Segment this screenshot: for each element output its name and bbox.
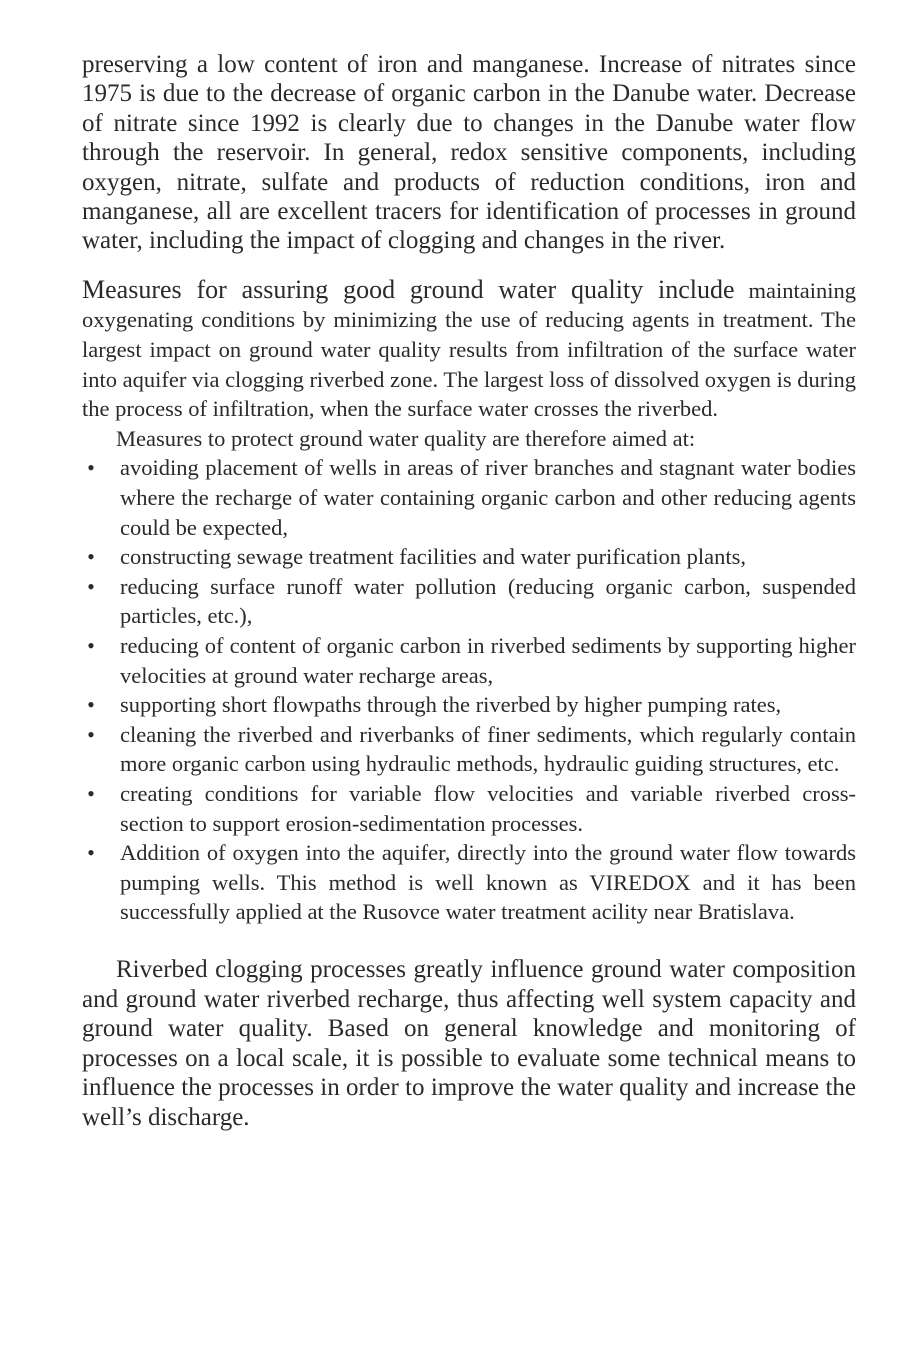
list-item-text: creating conditions for variable flow velocities and variable riverbed cross-section to support erosion-sedimentation processes. [120,780,856,836]
list-item-text: avoiding placement of wells in areas of river branches and stagnant water bodies where the recharge of water containing organic carbon and other reducing agents could be expected, [120,455,856,540]
bullet-icon: • [87,721,95,747]
list-item [82,690,856,720]
bullet-icon: • [87,544,95,570]
paragraph-redox-tracers: preserving a low content of iron and manganese. Increase of nitrates since 1975 is due to the decrease of organic carbon in the Danube water. Decrease of nitrate since 1992 is clearly due to changes in the Danube water flow through the reservoir. In general, redox sensitive components, including oxygen, nitrate, sulfate and products of reduction conditions, iron and manganese, all are excellent tracers for identification of processes in ground water, including the impact of clogging and changes in the river. [82,51,856,255]
bullet-icon: • [87,632,95,658]
list-item-text: cleaning the riverbed and riverbanks of finer sediments, which regularly contain more organic carbon using hydraulic methods, hydraulic guiding structures, etc. [120,721,856,777]
document-page [82,50,856,1132]
measures-intro: Measures to protect ground water quality are therefore aimed at: [116,425,696,451]
list-item [82,838,856,927]
list-item-text: constructing sewage treatment facilities and water purification plants, [120,544,747,570]
bullet-icon: • [87,780,95,806]
bullet-icon: • [87,455,95,481]
list-item [82,542,856,572]
paragraph-lead-text: Measures for assuring good ground water quality include [82,274,735,304]
paragraph-measures-oxygenating [82,275,856,424]
bullet-icon: • [87,573,95,599]
list-item [82,779,856,838]
paragraph-riverbed-clogging: Riverbed clogging processes greatly influence ground water composition and ground water riverbed recharge, thus affecting well system capacity and ground water quality. Based on general knowledge and monitoring of processes on a local scale, it is possible to evaluate some technical means to influence the processes in order to improve the water quality and increase the well’s discharge. [82,955,856,1131]
paragraph-body-text: maintaining oxygenating conditions by minimizing the use of reducing agents in treatment. The largest impact on ground water quality results from infiltration of the surface water into aquifer via clogging riverbed zone. The largest loss of dissolved oxygen is during the process of infiltration, when the surface water crosses the riverbed. [82,277,857,422]
bullet-icon: • [87,840,95,866]
list-item-text: supporting short flowpaths through the riverbed by higher pumping rates, [120,692,782,718]
list-item [82,572,856,631]
bullet-icon: • [87,692,95,718]
list-item-text: Addition of oxygen into the aquifer, directly into the ground water flow towards pumping wells. This method is well known as VIREDOX and it has been successfully applied at the Rusovce water treatment acility near Bratislava. [120,840,856,925]
list-item-text: reducing surface runoff water pollution (reducing organic carbon, suspended particles, etc.), [120,573,856,629]
list-item [82,631,856,690]
list-item [82,453,856,542]
measures-list [82,453,856,927]
list-item-text: reducing of content of organic carbon in riverbed sediments by supporting higher velocities at ground water recharge areas, [120,632,856,688]
list-item [82,720,856,779]
